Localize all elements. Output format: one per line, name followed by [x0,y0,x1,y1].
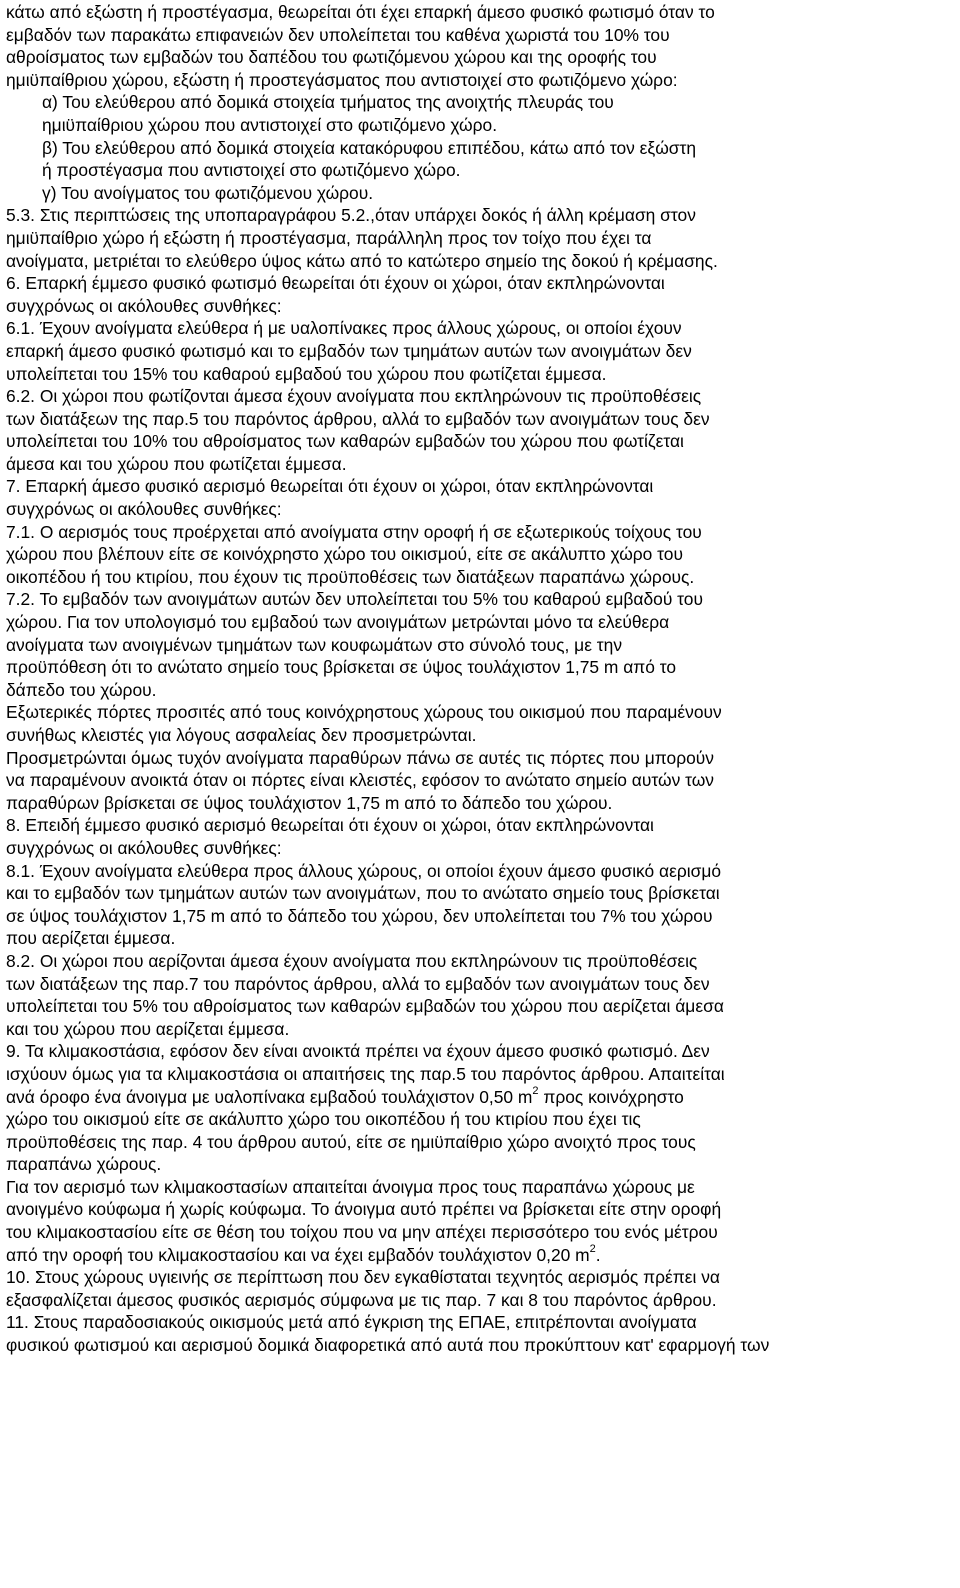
text-line-content: φυσικού φωτισμού και αερισμού δομικά διαφορετικά από αυτά που προκύπτουν κατ' εφαρμογή των [6,1335,770,1356]
text-line-content: γ) Του ανοίγματος του φωτιζόμενου χώρου. [42,182,374,203]
text-line-content: να παραμένουν ανοικτά όταν οι πόρτες είναι κλειστές, εφόσον το ανώτατο σημείο αυτών των [6,770,714,791]
text-line [6,1108,956,1131]
text-line [6,340,956,363]
text-line-content: υπολείπεται του 10% του αθροίσματος των καθαρών εμβαδών του χώρου που φωτίζεται [6,431,684,452]
superscript: 2 [589,1242,596,1255]
text-line [6,363,956,386]
text-line [6,724,956,747]
text-line-content: 10. Στους χώρους υγιεινής σε περίπτωση που δεν εγκαθίσταται τεχνητός αερισμός πρέπει να [6,1267,720,1288]
text-line-content: 7. Επαρκή άμεσο φυσικό αερισμό θεωρείται ότι έχουν οι χώροι, όταν εκπληρώνονται [6,476,654,497]
text-line-content: β) Του ελεύθερου από δομικά στοιχεία κατακόρυφου επιπέδου, κάτω από τον εξώστη [42,137,697,158]
text-line-content: προϋποθέσεις της παρ. 4 του άρθρου αυτού, είτε σε ημιϋπαίθριο χώρο ανοιχτό προς τους [6,1131,696,1152]
text-line [6,1221,956,1244]
text-line [6,973,956,996]
text-line [6,1311,956,1334]
superscript: 2 [532,1084,539,1097]
text-line [6,1198,956,1221]
text-line-content: Εξωτερικές πόρτες προσιτές από τους κοινόχρηστους χώρους του οικισμού που παραμένουν [6,702,722,723]
text-line-content: άμεσα και του χώρου που φωτίζεται έμμεσα. [6,453,347,474]
text-line [6,588,956,611]
text-line [6,453,956,476]
text-line-content: των διατάξεων της παρ.7 του παρόντος άρθρου, αλλά το εμβαδόν των ανοιγμάτων τους δεν [6,973,710,994]
text-line-content: 5.3. Στις περιπτώσεις της υποπαραγράφου 5.2.,όταν υπάρχει δοκός ή άλλη κρέμαση στον [6,205,696,226]
text-line [6,792,956,815]
text-line-content: ανά όροφο ένα άνοιγμα με υαλοπίνακα εμβαδού τουλάχιστον 0,50 m [6,1086,533,1107]
text-line [6,137,956,160]
text-line-content: του κλιμακοστασίου είτε σε θέση του τοίχου που να μην απέχει περισσότερο του ενός μέτρου [6,1222,718,1243]
text-line [6,385,956,408]
text-line [6,475,956,498]
text-line [6,701,956,724]
text-line-content: παραπάνω χώρους. [6,1154,162,1175]
text-line-content: ημιϋπαίθριου χώρου, εξώστη ή προστεγάσματος που αντιστοιχεί στο φωτιζόμενο χώρο: [6,69,678,90]
text-line-content: χώρου που βλέπουν είτε σε κοινόχρηστο χώρο του οικισμού, είτε σε ακάλυπτο χώρο του [6,544,683,565]
text-line-content: χώρου. Για τον υπολογισμό του εμβαδού των ανοιγμάτων μετρώνται μόνο τα ελεύθερα [6,612,670,633]
text-line-content: κάτω από εξώστη ή προστέγασμα, θεωρείται ότι έχει επαρκή άμεσο φυσικό φωτισμό όταν το [6,2,715,22]
text-line-content: που αερίζεται έμμεσα. [6,928,176,949]
text-line-content: παραθύρων βρίσκεται σε ύψος τουλάχιστον 1,75 m από το δάπεδο του χώρου. [6,792,613,813]
text-line-content: επαρκή άμεσο φυσικό φωτισμό και το εμβαδόν των τμημάτων αυτών των ανοιγμάτων δεν [6,340,692,361]
text-line [6,566,956,589]
text-line-content: ημιϋπαίθριο χώρο ή εξώστη ή προστέγασμα, παράλληλη προς τον τοίχο που έχει τα [6,227,652,248]
text-line [6,1266,956,1289]
text-line-content: 6. Επαρκή έμμεσο φυσικό φωτισμό θεωρείται ότι έχουν οι χώροι, όταν εκπληρώνονται [6,273,665,294]
text-line-content: συγχρόνως οι ακόλουθες συνθήκες: [6,837,282,858]
text-line [6,1244,956,1267]
text-line [6,634,956,657]
text-line [6,1153,956,1176]
text-line [6,1040,956,1063]
text-line-content: εξασφαλίζεται άμεσος φυσικός αερισμός σύμφωνα με τις παρ. 7 και 8 του παρόντος άρθρου. [6,1289,717,1310]
document-body [6,1,956,1357]
text-line-content: των διατάξεων της παρ.5 του παρόντος άρθρου, αλλά το εμβαδόν των ανοιγμάτων τους δεν [6,408,710,429]
text-line [6,1063,956,1086]
text-line-content: 8. Επειδή έμμεσο φυσικό αερισμό θεωρείται ότι έχουν οι χώροι, όταν εκπληρώνονται [6,815,654,836]
text-line [6,995,956,1018]
text-line-content: αθροίσματος των εμβαδών του δαπέδου του φωτιζόμενου χώρου και της οροφής του [6,47,657,68]
text-line-content: σε ύψος τουλάχιστον 1,75 m από το δάπεδο του χώρου, δεν υπολείπεται του 7% του χώρου [6,905,713,926]
text-line [6,272,956,295]
text-line-content: και του χώρου που αερίζεται έμμεσα. [6,1018,290,1039]
text-line-content: και το εμβαδόν των τμημάτων αυτών των ανοιγμάτων, που το ανώτατο σημείο τους βρίσκεται [6,883,720,904]
text-line-content: συγχρόνως οι ακόλουθες συνθήκες: [6,295,282,316]
text-line-content: 6.2. Οι χώροι που φωτίζονται άμεσα έχουν ανοίγματα που εκπληρώνουν τις προϋποθέσεις [6,386,702,407]
text-line [6,204,956,227]
text-line-content: εμβαδόν των παρακάτω επιφανειών δεν υπολείπεται του καθένα χωριστά του 10% του [6,24,670,45]
text-line-content: 8.2. Οι χώροι που αερίζονται άμεσα έχουν ανοίγματα που εκπληρώνουν τις προϋποθέσεις [6,950,698,971]
text-line [6,1086,956,1109]
text-line [6,1018,956,1041]
text-line-content: 11. Στους παραδοσιακούς οικισμούς μετά από έγκριση της ΕΠΑΕ, επιτρέπονται ανοίγματα [6,1312,697,1333]
text-line [6,882,956,905]
text-line [6,543,956,566]
text-line [6,837,956,860]
text-line-content: ή προστέγασμα που αντιστοιχεί στο φωτιζόμενο χώρο. [42,160,461,181]
text-line [6,91,956,114]
text-line [6,114,956,137]
text-line [6,679,956,702]
text-line [6,24,956,47]
text-line-content: συγχρόνως οι ακόλουθες συνθήκες: [6,499,282,520]
text-line-content: 7.2. Το εμβαδόν των ανοιγμάτων αυτών δεν υπολείπεται του 5% του καθαρού εμβαδού του [6,589,703,610]
text-line-content: υπολείπεται του 15% του καθαρού εμβαδού του χώρου που φωτίζεται έμμεσα. [6,363,607,384]
text-line [6,656,956,679]
text-line [6,950,956,973]
text-line [6,860,956,883]
text-line-content: 6.1. Έχουν ανοίγματα ελεύθερα ή με υαλοπίνακες προς άλλους χώρους, οι οποίοι έχουν [6,318,682,339]
text-line-content: 8.1. Έχουν ανοίγματα ελεύθερα προς άλλους χώρους, οι οποίοι έχουν άμεσο φυσικό αερισμό [6,860,722,881]
text-line [6,227,956,250]
text-line-content: 7.1. Ο αερισμός τους προέρχεται από ανοίγματα στην οροφή ή σε εξωτερικούς τοίχους του [6,521,702,542]
text-line [6,521,956,544]
text-line-content: ανοίγματα, μετριέται το ελεύθερο ύψος κάτω από το κατώτερο σημείο της δοκού ή κρέμασης. [6,250,718,271]
text-line-content: α) Του ελεύθερου από δομικά στοιχεία τμήματος της ανοιχτής πλευράς του [42,92,614,113]
text-line [6,814,956,837]
text-line [6,927,956,950]
text-line [6,1176,956,1199]
text-line [6,498,956,521]
text-line [6,69,956,92]
text-line [6,1,956,24]
text-line [6,46,956,69]
text-line-content: δάπεδο του χώρου. [6,679,157,700]
text-line [6,295,956,318]
text-line [6,769,956,792]
text-line [6,430,956,453]
text-line [6,1334,956,1357]
text-line-content: ημιϋπαίθριου χώρου που αντιστοιχεί στο φωτιζόμενο χώρο. [42,114,498,135]
text-line-content: συνήθως κλειστές για λόγους ασφαλείας δεν προσμετρώνται. [6,725,477,745]
text-line [6,250,956,273]
text-line-continuation: . [595,1244,601,1265]
text-line-continuation: προς κοινόχρηστο [538,1086,684,1107]
text-line-content: χώρο του οικισμού είτε σε ακάλυπτο χώρο του οικοπέδου ή του κτιρίου που έχει τις [6,1109,641,1130]
text-line [6,905,956,928]
text-line [6,747,956,770]
text-line [6,611,956,634]
text-line-content: οικοπέδου ή του κτιρίου, που έχουν τις προϋποθέσεις των διατάξεων παραπάνω χώρους. [6,566,695,587]
text-line-content: ανοίγματα των ανοιγμένων τμημάτων των κουφωμάτων στο σύνολό τους, με την [6,634,623,655]
text-line-content: προϋπόθεση ότι το ανώτατο σημείο τους βρίσκεται σε ύψος τουλάχιστον 1,75 m από το [6,657,677,678]
text-line-content: υπολείπεται του 5% του αθροίσματος των καθαρών εμβαδών του χώρου που αερίζεται άμεσα [6,996,724,1017]
text-line-content: Προσμετρώνται όμως τυχόν ανοίγματα παραθύρων πάνω σε αυτές τις πόρτες που μπορούν [6,747,714,768]
text-line [6,317,956,340]
text-line [6,408,956,431]
text-line-content: από την οροφή του κλιμακοστασίου και να έχει εμβαδόν τουλάχιστον 0,20 m [6,1244,590,1265]
text-line-content: ανοιγμένο κούφωμα ή χωρίς κούφωμα. Το άνοιγμα αυτό πρέπει να βρίσκεται είτε στην οροφή [6,1199,722,1220]
text-line [6,182,956,205]
text-line [6,159,956,182]
text-line-content: 9. Τα κλιμακοστάσια, εφόσον δεν είναι ανοικτά πρέπει να έχουν άμεσο φυσικό φωτισμό. Δεν [6,1041,710,1062]
text-line [6,1289,956,1312]
text-line-content: Για τον αερισμό των κλιμακοστασίων απαιτείται άνοιγμα προς τους παραπάνω χώρους με [6,1176,695,1197]
text-line [6,1131,956,1154]
text-line-content: ισχύουν όμως για τα κλιμακοστάσια οι απαιτήσεις της παρ.5 του παρόντος άρθρου. Απαιτείται [6,1063,725,1084]
